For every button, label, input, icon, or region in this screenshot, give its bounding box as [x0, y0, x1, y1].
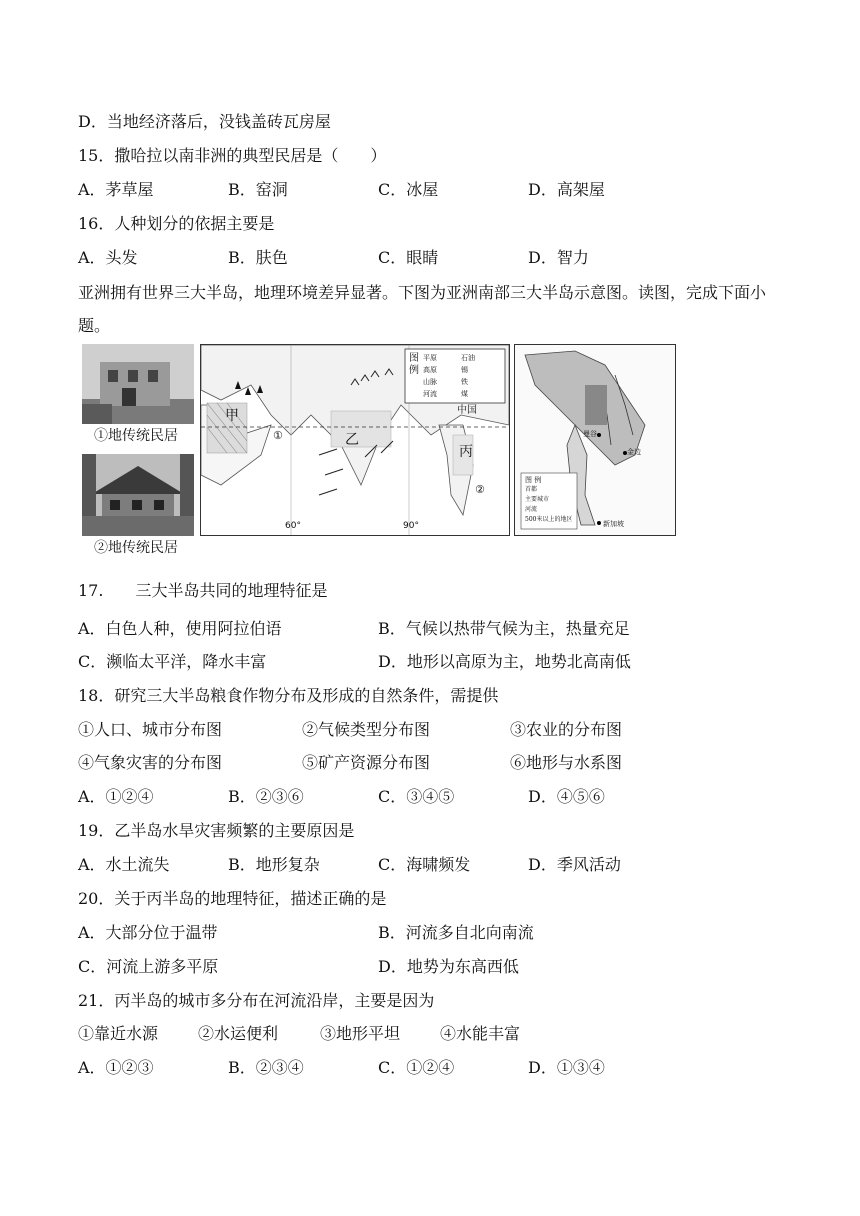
q21-item-4: ④水能丰富 [440, 1024, 521, 1043]
q17-option-a: A．白色人种，使用阿拉伯语 [78, 619, 282, 638]
lon-60-label: 60° [285, 521, 301, 531]
q15-option-a: A．茅草屋 [78, 180, 154, 199]
q21-option-c: C．①②④ [378, 1058, 455, 1077]
q18-option-b: B．②③⑥ [228, 787, 304, 806]
peninsula-figure [82, 344, 678, 562]
legend-item: 石油 [461, 354, 475, 362]
q21-stem: 21．丙半岛的城市多分布在河流沿岸，主要是因为 [78, 991, 435, 1010]
inset-legend-item: 河流 [525, 506, 538, 513]
q18-item-6: ⑥地形与水系图 [510, 753, 623, 772]
q17-option-d: D．地形以高原为主，地势北高南低 [378, 652, 631, 671]
q21-option-b: B．②③④ [228, 1058, 304, 1077]
q17-option-c: C．濒临太平洋，降水丰富 [78, 652, 267, 671]
legend-item: 高原 [423, 366, 437, 374]
inset-legend-item: 首都 [525, 486, 538, 493]
legend-title: 图例 [409, 353, 419, 376]
q18-item-2: ②气候类型分布图 [302, 720, 431, 739]
inset-legend-item: 主要城市 [525, 496, 550, 503]
q18-stem: 18．研究三大半岛粮食作物分布及形成的自然条件，需提供 [78, 686, 499, 705]
legend-item: 煤 [461, 390, 468, 398]
q16-option-b: B．肤色 [228, 248, 288, 267]
inset-city-3: 新加坡 [603, 520, 624, 528]
q19-option-d: D．季风活动 [528, 855, 621, 874]
q20-option-c: C．河流上游多平原 [78, 957, 219, 976]
inset-city-2: 金边 [627, 448, 641, 456]
main-map [200, 344, 510, 536]
q20-option-d: D．地势为东高西低 [378, 957, 519, 976]
q16-stem: 16．人种划分的依据主要是 [78, 214, 275, 233]
q18-option-d: D．④⑤⑥ [528, 787, 605, 806]
q15-stem: 15．撒哈拉以南非洲的典型民居是（ ） [78, 146, 387, 165]
q15-option-b: B．窑洞 [228, 180, 288, 199]
q17-stem: 17. 三大半岛共同的地理特征是 [78, 581, 328, 600]
q18-item-5: ⑤矿产资源分布图 [302, 753, 431, 772]
intro-paragraph: 亚洲拥有世界三大半岛，地理环境差异显著。下图为亚洲南部三大半岛示意图。读图，完成下面小题。 [78, 283, 767, 335]
legend-item: 铁 [461, 378, 468, 386]
q16-option-d: D．智力 [528, 248, 589, 267]
legend-items [423, 352, 503, 400]
legend-item: 河流 [423, 390, 437, 398]
legend-item: 平原 [423, 354, 437, 362]
inset-legend-title: 图 例 [525, 476, 542, 484]
inset-map [514, 344, 676, 536]
label-yi: 乙 [345, 432, 359, 448]
q16-option-c: C．眼睛 [378, 248, 439, 267]
q21-item-3: ③地形平坦 [320, 1024, 401, 1043]
q14-option-d: D．当地经济落后，没钱盖砖瓦房屋 [78, 112, 331, 131]
label-jia: 甲 [225, 408, 239, 424]
legend-item: 山脉 [423, 378, 437, 386]
house-photo-1 [82, 344, 194, 424]
q21-item-2: ②水运便利 [198, 1024, 279, 1043]
q20-option-a: A．大部分位于温带 [78, 923, 218, 942]
q19-option-b: B．地形复杂 [228, 855, 320, 874]
q19-stem: 19．乙半岛水旱灾害频繁的主要原因是 [78, 821, 355, 840]
house-photo-2 [82, 454, 194, 536]
q15-option-c: C．冰屋 [378, 180, 439, 199]
legend-item: 锡 [461, 366, 468, 374]
q20-option-b: B．河流多自北向南流 [378, 923, 534, 942]
q21-item-1: ①靠近水源 [78, 1024, 159, 1043]
inset-legend-item: 500米以上的地区 [525, 516, 573, 523]
q18-item-1: ①人口、城市分布图 [78, 720, 223, 739]
q18-option-c: C．③④⑤ [378, 787, 455, 806]
q21-option-d: D．①③④ [528, 1058, 605, 1077]
q21-option-a: A．①②③ [78, 1058, 154, 1077]
q20-stem: 20．关于丙半岛的地理特征，描述正确的是 [78, 889, 387, 908]
label-bing: 丙 [459, 444, 473, 460]
q17-option-b: B．气候以热带气候为主，热量充足 [378, 619, 630, 638]
lon-90-label: 90° [403, 521, 419, 531]
q15-option-d: D．高架屋 [528, 180, 605, 199]
q18-option-a: A．①②④ [78, 787, 154, 806]
q19-option-a: A．水土流失 [78, 855, 170, 874]
house-caption-2: ②地传统民居 [94, 540, 178, 556]
q18-item-4: ④气象灾害的分布图 [78, 753, 223, 772]
house-caption-1: ①地传统民居 [94, 428, 178, 444]
label-china: 中国 [457, 405, 477, 416]
marker-1: ① [273, 429, 283, 442]
q16-option-a: A．头发 [78, 248, 138, 267]
inset-city-1: 曼谷 [583, 430, 597, 438]
marker-2: ② [475, 483, 485, 496]
q18-item-3: ③农业的分布图 [510, 720, 623, 739]
q19-option-c: C．海啸频发 [378, 855, 471, 874]
inset-legend-items [525, 485, 575, 525]
